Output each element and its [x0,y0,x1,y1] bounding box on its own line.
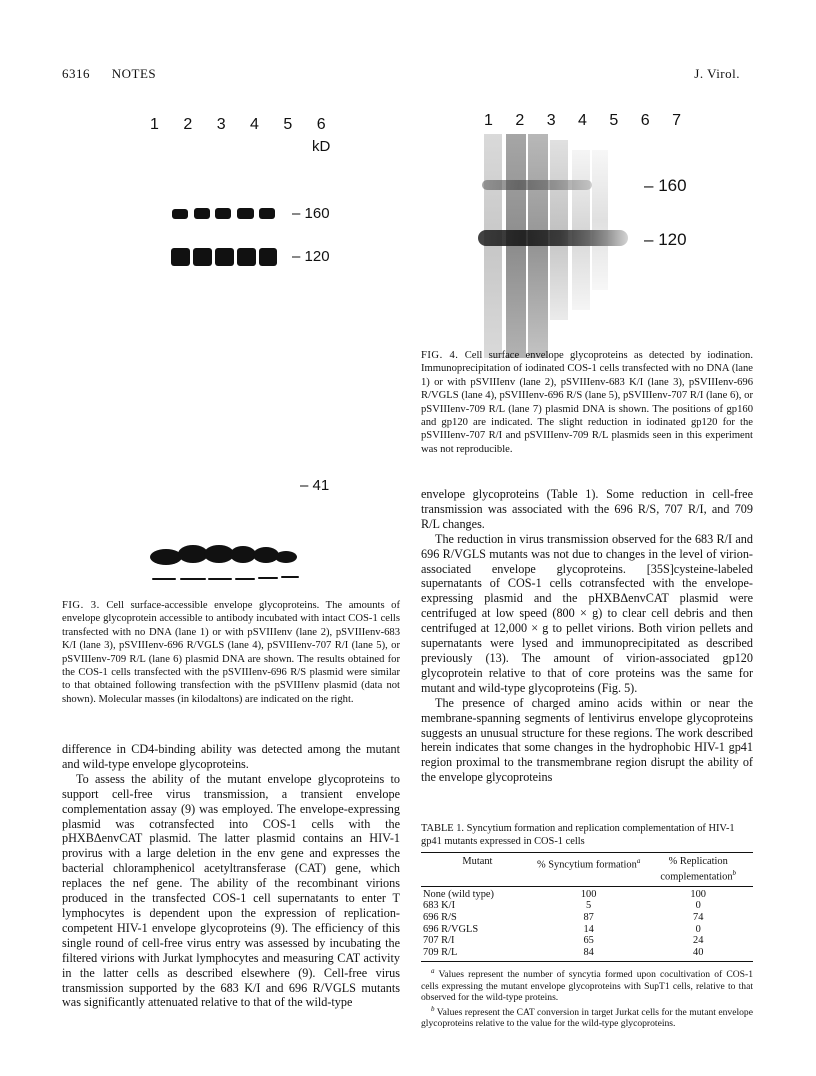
table-footnote-a: $^a$ Values represent the number of syncytia formed upon cocultivation of COS-1 cells expressing the mutant envelope glycoproteins with SupT1 cells, relative to that observed for the wild-type proteins. [421,967,753,1004]
fig3-lane-numbers: 1 2 3 4 5 6 [150,116,336,133]
paragraph: The reduction in virus transmission observed for the 683 R/I and 696 R/VGLS mutants was not due to changes in the level of virion-associated envelope glycoproteins. [35S]cysteine-labeled supernatants of COS-1 cells cotransfected with the envelope-expressing plasmid and the pHXBΔenvCAT plasmid were centrifuged at low speed (800 × g) to clear cell debris and then centrifuged at 12,000 × g to pellet virions. Both virion pellets and supernatants were lysed and immunoprecipitated as described previously (13). The amount of virion-associated gp120 glycoprotein relative to that of core proteins was the same for mutant and wild-type glycoproteins (Fig. 5). [421,531,753,695]
left-column-text [62,742,400,1010]
table-row: 683 K/I 5 0 [423,900,701,912]
fig4-gel-image [478,130,630,362]
fig4-marker-120: – 120 [644,230,687,249]
col-header-syncytium: % Syncytium formation$^a$ [536,857,641,871]
fig4-lane-numbers: 1 2 3 4 5 6 7 [484,112,690,129]
fig3-marker-120: – 120 [292,248,330,265]
section-name: NOTES [111,66,157,81]
table-row: 709 R/L 84 40 [423,946,704,958]
running-header-left [62,66,156,82]
paragraph: envelope glycoproteins (Table 1). Some reduction in cell-free transmission was associated with the 696 R/S, 707 R/I, and 709 R/L changes. [421,487,753,531]
page-number: 6316 [62,66,90,81]
table-row: 696 R/S 87 74 [423,912,704,924]
col-header-mutant: Mutant [462,856,493,868]
journal-name: J. Virol. [694,66,740,81]
fig4-caption: FIG. 4. Cell surface envelope glycoproteins as detected by iodination. Immunoprecipitation of iodinated COS-1 cells transfected with no DNA (lane 1) or with pSVIIIenv (lane 2), pSVIIIenv-683 K/I (lane 3), pSVIIIenv-696 R/VGLS (lane 4), pSVIIIenv-696 R/S (lane 5), pSVIIIenv-707 R/I (lane 6), or pSVIIIenv-709 R/L (lane 7) plasmid DNA is shown. The positions of gp160 and gp120 are indicated. The slight reduction in iodinated gp120 for the pSVIIIenv-707 R/I and pSVIIIenv-709 R/L plasmids seen in this experiment was not reproducible. [421,350,753,455]
table-row: None (wild type) 100 100 [423,888,706,900]
right-column-text [421,487,753,785]
paragraph: difference in CD4-binding ability was detected among the mutant and wild-type envelope glycoproteins. [62,742,400,771]
fig3-caption: FIG. 3. Cell surface-accessible envelope glycoproteins. The amounts of envelope glycoprotein accessible to antibody incubated with intact COS-1 cells transfected with no DNA (lane 1) or with pSVIIIenv (lane 2), pSVIIIenv-683 K/I (lane 3), pSVIIIenv-696 R/VGLS (lane 4), pSVIIIenv-707 R/I (lane 5), or pSVIIIenv-709 R/L (lane 6) plasmid DNA are shown. The results obtained for the COS-1 cells transfected with the pSVIIIenv-696 R/S plasmid were similar to that obtained following transfection with the pSVIIIenv plasmid (data not shown). Molecular masses (in kilodaltons) are indicated on the right. [62,600,400,705]
fig3-unit-label: kD [312,138,331,155]
table-row: 707 R/I 65 24 [423,935,704,947]
fig3-marker-41: – 41 [300,477,330,494]
fig3-marker-160: – 160 [292,205,330,222]
table-footnote-b: $^b$ Values represent the CAT conversion in target Jurkat cells for the mutant envelope glycoproteins relative to the value for the wild-type glycoproteins. [421,1004,753,1030]
table-grid [421,856,753,962]
col-header-replication: % Replication complementation$^b$ [660,856,737,883]
table-1 [421,823,753,1030]
paragraph: To assess the ability of the mutant envelope glycoproteins to support cell-free virus transmission, a transient envelope complementation assay (9) was employed. The envelope-expressing plasmid was cotransfected into COS-1 cells with the pHXBΔenvCAT plasmid. The latter plasmid contains an HIV-1 provirus with a large deletion in the env gene and expresses the bacterial chloramphenicol acetyltransferase (CAT) gene, which replaces the nef gene. The ability of the recombinant virions produced in the transfected COS-1 cell supernatants to enter T lymphocytes is dependent upon the expression of replication-competent HIV-1 envelope glycoproteins (9). The efficiency of this single round of cell-free virus entry was assessed by incubating the filtered virions with Jurkat lymphocytes and measuring CAT activity in the latter cells as described elsewhere (9). Cell-free virus transmission supported by the 683 K/I and 696 R/VGLS mutants was significantly attenuated relative to that of the wild-type [62,771,400,1010]
table-row: 696 R/VGLS 14 0 [423,923,701,935]
paragraph: The presence of charged amino acids within or near the membrane-spanning segments of lentivirus envelope glycoproteins suggests an unusual structure for these regions. The work described herein indicates that some changes in the hydrophobic HIV-1 gp41 region proximal to the transmembrane region disrupt the ability of the envelope glycoproteins [421,695,753,785]
fig4-marker-160: – 160 [644,176,687,195]
table-title: TABLE 1. Syncytium formation and replication complementation of HIV-1 gp41 mutants expressed in COS-1 cells [421,823,735,847]
